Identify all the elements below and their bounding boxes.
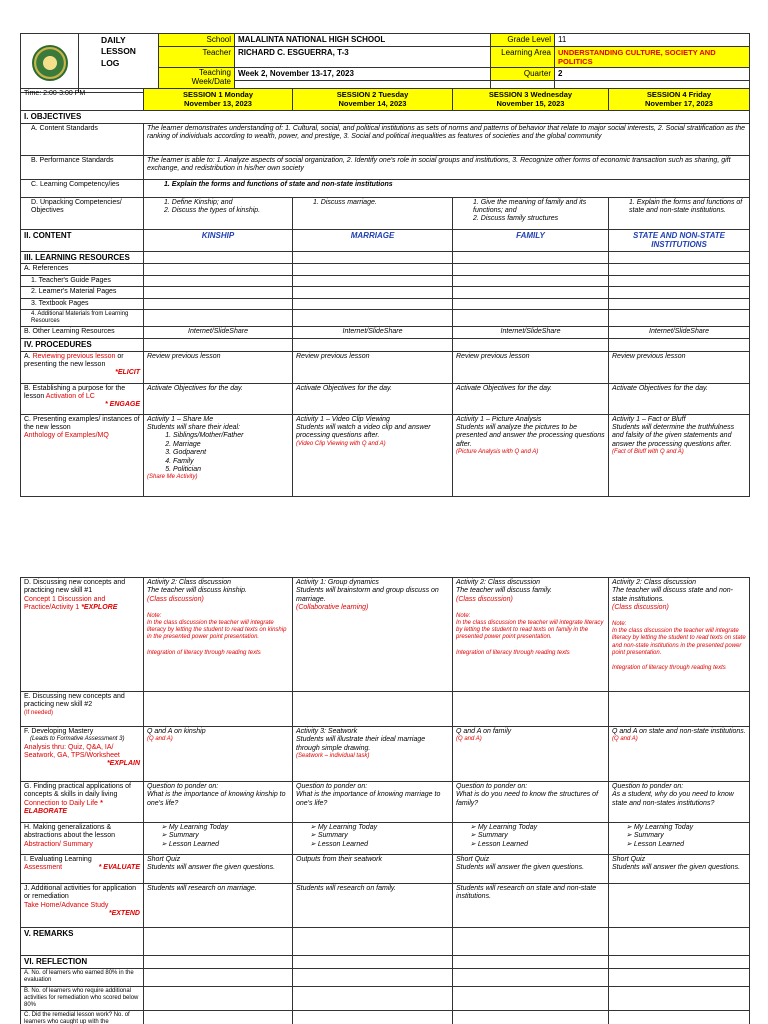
session-1-day: SESSION 1 Monday — [182, 90, 254, 99]
note-text: In the class discussion the teacher will integrate literacy by letting the student to read texts on family in the presented power point presentation. — [456, 619, 604, 641]
content-heading: II. CONTENT — [21, 229, 144, 251]
activity-body: Students will brainstorm and group discuss on marriage. — [296, 587, 439, 603]
week-label: Week/Date — [191, 76, 231, 86]
empty-cell — [293, 968, 453, 986]
activity-share-me — [144, 414, 293, 496]
activate-2: Activate Objectives for the day. — [293, 383, 453, 414]
dll-title-line: DAILY — [101, 35, 126, 45]
list-item: 2. Marriage — [173, 441, 289, 449]
procedure-c-label — [21, 414, 144, 496]
other-resource-4: Internet/SlideShare — [609, 327, 750, 338]
empty-cell — [609, 287, 750, 298]
competency-text: 1. Explain the forms and functions of state and non-state institutions — [144, 179, 750, 197]
empty-cell — [609, 251, 750, 264]
unpack-item: 2. Discuss family structures — [473, 215, 559, 223]
empty-cell — [293, 956, 453, 969]
topic-state: STATE AND NON-STATE INSTITUTIONS — [609, 229, 750, 251]
empty-cell — [609, 884, 750, 928]
eval-body: Students will answer the given questions. — [456, 864, 585, 872]
procedure-a-label — [21, 351, 144, 383]
quarter-value: 2 — [555, 68, 750, 81]
teacher-value: RICHARD C. ESGUERRA, T-3 — [235, 47, 491, 68]
main-table-part2 — [20, 577, 750, 1024]
empty-cell — [609, 264, 750, 275]
activity-note: (Fact of Bluff with Q and A) — [612, 449, 684, 456]
eval-title: Short Quiz — [612, 856, 646, 863]
evaluation-3 — [453, 855, 609, 884]
ponder-kinship — [144, 782, 293, 823]
procedure-j-label — [21, 884, 144, 928]
time-cell: Time: 2:00-3:00 PM — [21, 89, 144, 111]
discussion-family — [453, 578, 609, 692]
eval-body: Students will answer the given questions. — [147, 864, 276, 872]
ponder-state — [609, 782, 750, 823]
grade-value: 11 — [555, 34, 750, 47]
summary-1 — [144, 823, 293, 855]
summary-2 — [293, 823, 453, 855]
remarks-heading: V. REMARKS — [21, 928, 144, 956]
empty-cell — [453, 1011, 609, 1024]
empty-cell — [144, 275, 293, 286]
ponder-family — [453, 782, 609, 823]
list-item: ➢ Summary — [161, 832, 289, 840]
label-red-text: Connection to Daily Life — [24, 799, 98, 807]
empty-cell — [453, 298, 609, 309]
label-red-text: Concept 1 Discussion and Practice/Activity 1 — [24, 595, 106, 612]
literacy-note: Integration of literacy through reading texts — [612, 665, 726, 672]
list-item: ➢ Summary — [310, 832, 449, 840]
unpacking-label: D. Unpacking Competencies/ Objectives — [21, 197, 144, 229]
unpack-4 — [609, 197, 750, 229]
week-value: Week 2, November 13-17, 2023 — [235, 68, 491, 81]
label-red-part: Anthology of Examples/MQ — [24, 432, 109, 440]
session-1-date: November 13, 2023 — [184, 99, 252, 108]
procedure-f-label — [21, 727, 144, 782]
eval-title: Short Quiz — [456, 856, 490, 863]
school-label: School — [159, 34, 235, 47]
review-1: Review previous lesson — [144, 351, 293, 383]
empty-cell — [293, 298, 453, 309]
activity-title: Activity 3: Seatwork — [296, 728, 358, 735]
activate-4: Activate Objectives for the day. — [609, 383, 750, 414]
label-part: A. — [24, 352, 33, 360]
empty-cell — [293, 692, 453, 727]
procedure-g-label — [21, 782, 144, 823]
empty-cell — [144, 692, 293, 727]
ponder-label: Question to ponder on: — [296, 783, 368, 790]
list-item: 5. Politician — [173, 466, 289, 474]
empty-cell — [144, 986, 293, 1011]
activity-body: Students will determine the truthfulness and falsity of the given statements and answer the processing questions after. — [612, 424, 735, 448]
activity-title: Activity 1 – Share Me — [147, 415, 214, 423]
activate-1: Activate Objectives for the day. — [144, 383, 293, 414]
activity-video-clip — [293, 414, 453, 496]
ponder-label: Question to ponder on: — [147, 783, 219, 790]
school-value: MALALINTA NATIONAL HIGH SCHOOL — [235, 34, 491, 47]
dll-title-line: LESSON — [101, 46, 136, 57]
session-3-date: November 15, 2023 — [496, 99, 565, 108]
review-4: Review previous lesson — [609, 351, 750, 383]
note-text: In the class discussion the teacher will integrate literacy by letting the student to read texts on state and non-state institutions in the presented power point presentation. — [612, 628, 746, 656]
empty-cell — [144, 287, 293, 298]
competency-label: C. Learning Competency/ies — [21, 179, 144, 197]
school-logo-cell — [21, 34, 79, 93]
qa-note: (Q and A) — [147, 736, 173, 743]
unpack-item: 1. Discuss marriage. — [313, 198, 377, 206]
performance-standards-text: The learner is able to: 1. Analyze aspects of social organization, 2. Identify one's role in social groups and institutions, 3. Recognize other forms of economic transaction such as sharing, gift exchange, and redistribution in his/her own society — [144, 155, 750, 179]
empty-cell — [609, 309, 750, 326]
unpack-item: 1. Explain the forms and functions of state and non-state institutions. — [629, 198, 743, 214]
unpack-item: 1. Define Kinship; and — [164, 198, 233, 206]
empty-cell — [144, 298, 293, 309]
reflection-b: B. No. of learners who require additional activities for remediation who scored below 80% — [21, 986, 144, 1011]
tg-pages-label: 1. Teacher's Guide Pages — [21, 275, 144, 286]
empty-cell — [609, 275, 750, 286]
reflection-c: C. Did the remedial lesson work? No. of learners who caught up with the — [21, 1011, 144, 1024]
unpack-item: 1. Give the meaning of family and its functions; and — [473, 198, 587, 214]
references-label: A. References — [21, 264, 144, 275]
review-3: Review previous lesson — [453, 351, 609, 383]
summary-4 — [609, 823, 750, 855]
topic-kinship: KINSHIP — [144, 229, 293, 251]
engage-tag: * ENGAGE — [104, 401, 140, 409]
reflection-heading: VI. REFLECTION — [21, 956, 144, 969]
empty-cell — [453, 264, 609, 275]
session-3 — [453, 89, 609, 111]
activity-fact-or-bluff — [609, 414, 750, 496]
other-resource-3: Internet/SlideShare — [453, 327, 609, 338]
discussion-state — [609, 578, 750, 692]
session-2-day: SESSION 2 Tuesday — [336, 90, 409, 99]
activity-body: The teacher will discuss state and non-state institutions. — [612, 587, 734, 603]
empty-cell — [144, 264, 293, 275]
eval-body: Students will answer the given questions. — [612, 864, 741, 872]
empty-cell — [609, 338, 750, 351]
ponder-question: What is do you need to know the structures of family? — [456, 791, 599, 807]
research-marriage: Students will research on marriage. — [144, 884, 293, 928]
unpack-3 — [453, 197, 609, 229]
empty-cell — [453, 309, 609, 326]
objectives-heading: I. OBJECTIVES — [21, 111, 750, 124]
session-4-date: November 17, 2023 — [645, 99, 713, 108]
empty-cell — [144, 956, 293, 969]
activity-body: Students will share their ideal: — [147, 424, 240, 432]
content-standards-label: A. Content Standards — [21, 123, 144, 155]
empty-cell — [293, 251, 453, 264]
discussion-kinship — [144, 578, 293, 692]
explore-tag: *EXPLORE — [81, 604, 118, 612]
activity-body: The teacher will discuss family. — [456, 587, 552, 595]
elicit-tag: *ELICIT — [115, 369, 140, 377]
session-4-day: SESSION 4 Friday — [646, 90, 712, 99]
empty-cell — [144, 309, 293, 326]
literacy-note: Integration of literacy through reading texts — [147, 649, 261, 656]
evaluation-1 — [144, 855, 293, 884]
session-4 — [609, 89, 750, 111]
mastery-family — [453, 727, 609, 782]
activity-note: (Class discussion) — [456, 595, 513, 603]
label-red-part: Abstraction/ Summary — [24, 840, 93, 848]
activity-title: Activity 1: Group dynamics — [296, 579, 379, 586]
label-red-part — [24, 596, 140, 613]
activity-title: Activity 2: Class discussion — [612, 579, 697, 586]
note-label: Note: — [147, 612, 162, 619]
list-item: ➢ Lesson Learned — [470, 841, 605, 849]
empty-cell — [453, 692, 609, 727]
label-red-part — [24, 864, 140, 872]
list-item: ➢ Lesson Learned — [626, 841, 746, 849]
label-red-part: Take Home/Advance Study — [24, 901, 109, 909]
textbook-pages-label: 3. Textbook Pages — [21, 298, 144, 309]
qa-note: (Q and A) — [612, 736, 638, 743]
unpack-2 — [293, 197, 453, 229]
activate-3: Activate Objectives for the day. — [453, 383, 609, 414]
label-red-part: Reviewing previous lesson — [32, 352, 116, 360]
mastery-text: Q and A on kinship — [147, 728, 206, 735]
group-dynamics-marriage — [293, 578, 453, 692]
activity-title: Activity 2: Class discussion — [456, 579, 541, 586]
other-resources-label: B. Other Learning Resources — [21, 327, 144, 338]
label-part: D. Discussing new concepts and practicing new skill #1 — [24, 579, 126, 595]
activity-note: (Seatwork – individual task) — [296, 753, 370, 760]
empty-cell — [609, 928, 750, 956]
empty-cell — [609, 692, 750, 727]
main-table-part1 — [20, 88, 750, 497]
label-part: F. Developing Mastery — [24, 728, 94, 735]
empty-cell — [293, 928, 453, 956]
empty-cell — [453, 275, 609, 286]
empty-cell — [144, 251, 293, 264]
evaluation-2: Outputs from their seatwork — [293, 855, 453, 884]
procedure-b-label — [21, 383, 144, 414]
elaborate-tag: * ELABORATE — [24, 799, 103, 816]
ponder-question: What is the importance of knowing marriage to one's life? — [296, 791, 441, 807]
empty-cell — [453, 287, 609, 298]
empty-cell — [453, 968, 609, 986]
unpack-item: 2. Discuss the types of kinship. — [164, 206, 261, 214]
procedure-d-label — [21, 578, 144, 692]
empty-cell — [609, 986, 750, 1011]
session-3-day: SESSION 3 Wednesday — [488, 90, 573, 99]
additional-materials-label: 4. Additional Materials from Learning Resources — [21, 309, 144, 326]
procedure-i-label — [21, 855, 144, 884]
mastery-text: Q and A on family — [456, 728, 512, 735]
label-red-part: (If needed) — [24, 709, 54, 716]
empty-cell — [453, 251, 609, 264]
evaluate-tag: * EVALUATE — [98, 864, 140, 872]
list-item: 1. Siblings/Mother/Father — [173, 432, 289, 440]
quarter-label: Quarter — [491, 68, 555, 81]
empty-cell — [293, 986, 453, 1011]
label-red-part: Activation of LC — [45, 393, 95, 401]
mastery-state — [609, 727, 750, 782]
unpack-1 — [144, 197, 293, 229]
label-part: B. Establishing a purpose for the lesson — [24, 384, 126, 401]
activity-note: (Picture Analysis with Q and A) — [456, 449, 539, 456]
empty-cell — [453, 956, 609, 969]
list-item: 4. Family — [173, 458, 289, 466]
review-2: Review previous lesson — [293, 351, 453, 383]
ponder-marriage — [293, 782, 453, 823]
other-resource-1: Internet/SlideShare — [144, 327, 293, 338]
list-item: ➢ Summary — [626, 832, 746, 840]
reflection-a: A. No. of learners who earned 80% in the evaluation — [21, 968, 144, 986]
label-sub: (Leads to Formative Assessment 3) — [30, 736, 125, 743]
label-red-part — [24, 800, 140, 817]
empty-cell — [453, 338, 609, 351]
activity-note: (Class discussion) — [147, 595, 204, 603]
procedure-h-label — [21, 823, 144, 855]
empty-cell — [293, 309, 453, 326]
ponder-question: What is the importance of knowing kinship to one's life? — [147, 791, 286, 807]
label-part: G. Finding practical applications of concepts & skills in daily living — [24, 783, 131, 799]
header-table — [20, 33, 750, 93]
empty-cell — [453, 928, 609, 956]
empty-cell — [453, 986, 609, 1011]
note-text: In the class discussion the teacher will integrate literacy by letting the student to read texts on kinship in the presented power point presentation. — [147, 619, 287, 641]
note-label: Note: — [456, 612, 471, 619]
activity-title: Activity 1 – Video Clip Viewing — [296, 415, 390, 423]
list-item: ➢ Summary — [470, 832, 605, 840]
dll-title — [79, 34, 159, 93]
qa-note: (Q and A) — [456, 736, 482, 743]
empty-cell — [293, 338, 453, 351]
mastery-marriage — [293, 727, 453, 782]
topic-family: FAMILY — [453, 229, 609, 251]
eval-title: Short Quiz — [147, 856, 181, 863]
empty-cell — [293, 275, 453, 286]
ponder-question: As a student, why do you need to know state and non-states institutions? — [612, 791, 734, 807]
ponder-label: Question to ponder on: — [612, 783, 684, 790]
list-item: ➢ My Learning Today — [626, 824, 746, 832]
extend-tag: *EXTEND — [108, 910, 140, 918]
label-part: I. Evaluating Learning — [24, 856, 92, 863]
list-item: ➢ My Learning Today — [161, 824, 289, 832]
activity-title: Activity 2: Class discussion — [147, 579, 232, 586]
activity-note: (Share Me Activity) — [147, 474, 198, 481]
list-item: 3. Godparent — [173, 449, 289, 457]
empty-cell — [609, 956, 750, 969]
session-1 — [144, 89, 293, 111]
label-part: H. Making generalizations & abstractions about the lesson — [24, 824, 116, 840]
teacher-label: Teacher — [159, 47, 235, 68]
topic-marriage: MARRIAGE — [293, 229, 453, 251]
procedure-e-label — [21, 692, 144, 727]
ponder-label: Question to ponder on: — [456, 783, 528, 790]
empty-cell — [293, 287, 453, 298]
other-resource-2: Internet/SlideShare — [293, 327, 453, 338]
activity-body: Students will illustrate their ideal marriage through simple drawing. — [296, 736, 426, 752]
empty-cell — [293, 264, 453, 275]
content-standards-text: The learner demonstrates understanding of: 1. Cultural, social, and political institutions as sets of norms and patterns of behavior that relate to major social interests, 2. Social stratification as the ranking of individuals according to wealth, power, and prestige, 3. Social and political inequalities as features of societies and the global community — [144, 123, 750, 155]
list-item: ➢ My Learning Today — [470, 824, 605, 832]
list-item: ➢ My Learning Today — [310, 824, 449, 832]
session-2 — [293, 89, 453, 111]
note-label: Note: — [612, 620, 627, 627]
evaluation-4 — [609, 855, 750, 884]
empty-cell — [609, 968, 750, 986]
activity-note: (Class discussion) — [612, 604, 669, 612]
dll-title-line: LOG — [101, 57, 120, 68]
activity-note: (Video Clip Viewing with Q and A) — [296, 440, 386, 447]
label-part: C. Presenting examples/ instances of the new lesson — [24, 415, 140, 432]
label-part: E. Discussing new concepts and practicing new skill #2 — [24, 693, 125, 709]
list-item: ➢ Lesson Learned — [310, 841, 449, 849]
activity-title: Activity 1 – Picture Analysis — [456, 415, 542, 423]
empty-cell — [144, 338, 293, 351]
literacy-note: Integration of literacy through reading texts — [456, 649, 570, 656]
research-state: Students will research on state and non-state institutions. — [453, 884, 609, 928]
area-value: UNDERSTANDING CULTURE, SOCIETY AND POLITICS — [555, 47, 750, 68]
empty-cell — [609, 298, 750, 309]
empty-cell — [293, 1011, 453, 1024]
activity-body: Students will watch a video clip and answer processing questions after. — [296, 424, 431, 440]
activity-picture-analysis — [453, 414, 609, 496]
area-label: Learning Area — [491, 47, 555, 68]
list-item: ➢ Lesson Learned — [161, 841, 289, 849]
activity-title: Activity 1 – Fact or Bluff — [612, 415, 686, 423]
teaching-label: Teaching — [198, 68, 231, 77]
label-red-text: Assessment — [24, 864, 63, 872]
grade-label: Grade Level — [491, 34, 555, 47]
label-part: or presenting the new lesson — [24, 352, 124, 369]
activity-body: The teacher will discuss kinship. — [147, 587, 247, 595]
empty-cell — [144, 1011, 293, 1024]
session-2-date: November 14, 2023 — [338, 99, 407, 108]
activity-note: (Collaborative learning) — [296, 604, 369, 612]
label-part: J. Additional activities for application or remediation — [24, 885, 137, 901]
mastery-kinship — [144, 727, 293, 782]
empty-cell — [609, 1011, 750, 1024]
explain-tag: *EXPLAIN — [106, 760, 140, 768]
procedures-heading: IV. PROCEDURES — [21, 338, 144, 351]
label-red-part: Analysis thru: Quiz, Q&A, IA/ Seatwork, GA, TPS/Worksheet — [24, 743, 120, 759]
lm-pages-label: 2. Learner's Material Pages — [21, 287, 144, 298]
empty-cell — [144, 968, 293, 986]
research-family: Students will research on family. — [293, 884, 453, 928]
school-seal-icon — [32, 45, 68, 81]
mastery-text: Q and A on state and non-state institutions. — [612, 728, 746, 735]
summary-3 — [453, 823, 609, 855]
empty-cell — [144, 928, 293, 956]
performance-standards-label: B. Performance Standards — [21, 155, 144, 179]
activity-body: Students will analyze the pictures to be presented and answer the processing questions after. — [456, 424, 605, 448]
resources-heading: III. LEARNING RESOURCES — [21, 251, 144, 264]
